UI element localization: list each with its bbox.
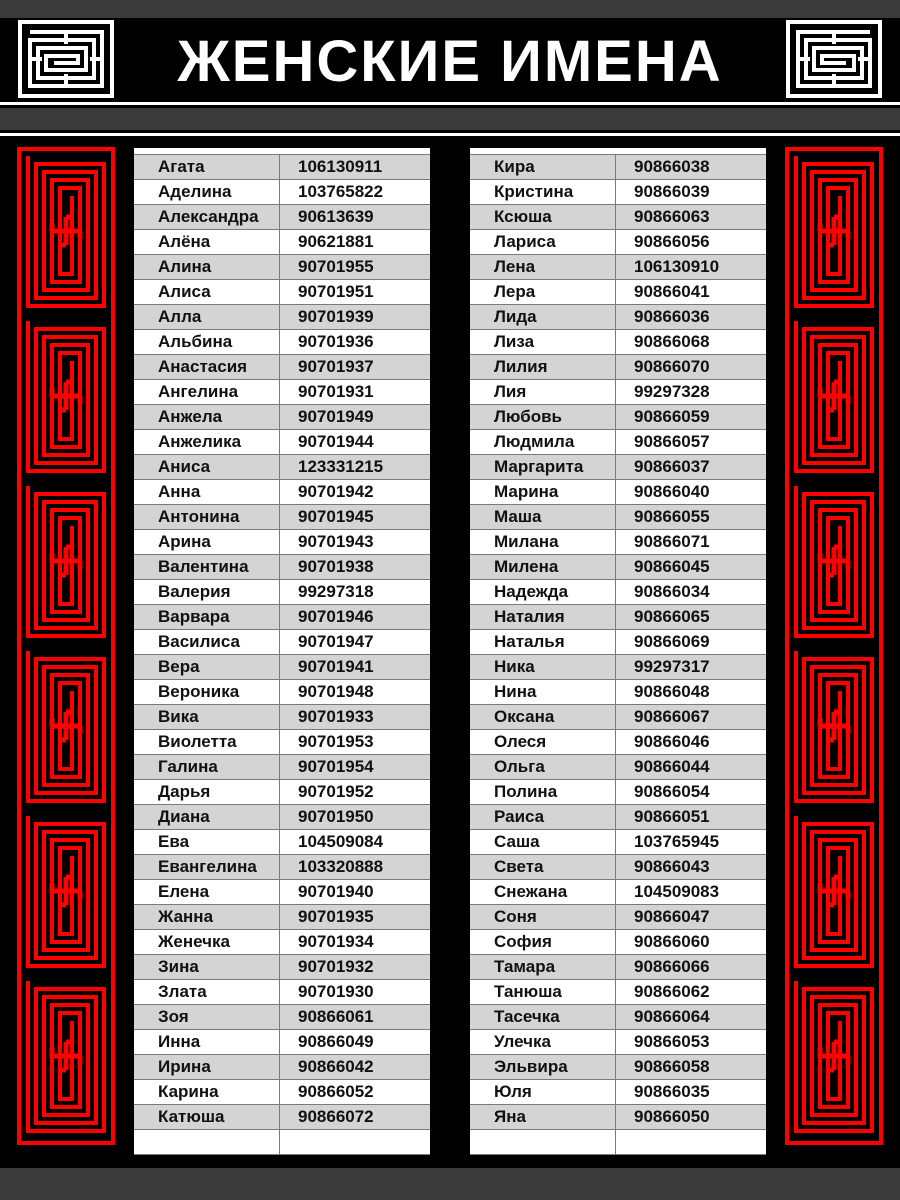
table-row	[470, 280, 766, 305]
name-cell: Елена	[134, 880, 280, 904]
name-cell: Виолетта	[134, 730, 280, 754]
name-cell: Улечка	[470, 1030, 616, 1054]
name-cell: Милана	[470, 530, 616, 554]
name-cell: Танюша	[470, 980, 616, 1004]
code-cell: 90866066	[634, 957, 710, 976]
code-cell: 90701939	[298, 307, 374, 326]
name-cell: Оксана	[470, 705, 616, 729]
bottom-band	[0, 1168, 900, 1200]
table-row	[470, 380, 766, 405]
name-cell: Олеся	[470, 730, 616, 754]
name-cell: Злата	[134, 980, 280, 1004]
code-cell: 99297328	[634, 382, 710, 401]
code-cell: 90866054	[634, 782, 710, 801]
table-row	[134, 705, 430, 730]
table-row	[134, 655, 430, 680]
code-cell: 106130910	[634, 257, 720, 276]
name-cell: Алиса	[134, 280, 280, 304]
name-cell: Анжела	[134, 405, 280, 429]
name-cell: Вероника	[134, 680, 280, 704]
table-row	[134, 730, 430, 755]
code-cell: 90866057	[634, 432, 710, 451]
code-cell: 90866044	[634, 757, 710, 776]
name-cell: Агата	[134, 155, 280, 179]
table-row	[134, 155, 430, 180]
table-row	[134, 805, 430, 830]
code-cell: 90866035	[634, 1082, 710, 1101]
code-cell: 90866055	[634, 507, 710, 526]
code-cell: 90866041	[634, 282, 710, 301]
table-row	[470, 680, 766, 705]
table-row	[134, 530, 430, 555]
code-cell: 90701953	[298, 732, 374, 751]
name-cell: Яна	[470, 1105, 616, 1129]
table-row	[470, 405, 766, 430]
table-row	[134, 555, 430, 580]
code-cell: 104509083	[634, 882, 720, 901]
table-row	[470, 980, 766, 1005]
table-row	[134, 1055, 430, 1080]
code-cell: 104509084	[298, 832, 384, 851]
code-cell: 90866059	[634, 407, 710, 426]
table-row	[134, 480, 430, 505]
code-cell: 90866063	[634, 207, 710, 226]
code-cell: 90866038	[634, 157, 710, 176]
header-band	[0, 108, 900, 130]
code-cell: 90866064	[634, 1007, 710, 1026]
code-cell: 90866053	[634, 1032, 710, 1051]
table-row	[134, 1005, 430, 1030]
table-row	[134, 680, 430, 705]
name-cell	[470, 1130, 616, 1154]
name-cell: Раиса	[470, 805, 616, 829]
greek-key-square-icon	[784, 18, 884, 100]
table-row	[470, 305, 766, 330]
code-cell: 90866051	[634, 807, 710, 826]
table-row	[470, 180, 766, 205]
name-cell: Женечка	[134, 930, 280, 954]
table-row	[134, 455, 430, 480]
code-cell: 90866043	[634, 857, 710, 876]
code-cell: 90866049	[298, 1032, 374, 1051]
name-cell: Инна	[134, 1030, 280, 1054]
table-row	[134, 855, 430, 880]
code-cell: 90701950	[298, 807, 374, 826]
code-cell: 90866058	[634, 1057, 710, 1076]
name-cell: Галина	[134, 755, 280, 779]
table-row	[470, 580, 766, 605]
table-row	[134, 880, 430, 905]
table-row	[134, 630, 430, 655]
table-row	[470, 805, 766, 830]
name-cell: Тамара	[470, 955, 616, 979]
name-cell: Лилия	[470, 355, 616, 379]
name-cell: Диана	[134, 805, 280, 829]
table-row	[470, 255, 766, 280]
code-cell: 90701937	[298, 357, 374, 376]
code-cell: 90701945	[298, 507, 374, 526]
name-cell: Людмила	[470, 430, 616, 454]
table-row	[470, 655, 766, 680]
name-cell: Марина	[470, 480, 616, 504]
code-cell: 90866040	[634, 482, 710, 501]
code-cell: 90701954	[298, 757, 374, 776]
name-cell: Валентина	[134, 555, 280, 579]
name-cell: Ангелина	[134, 380, 280, 404]
code-cell: 90701947	[298, 632, 374, 651]
code-cell: 90701934	[298, 932, 374, 951]
name-cell: Вика	[134, 705, 280, 729]
greek-key-border-icon	[16, 146, 116, 1146]
code-cell: 90866048	[634, 682, 710, 701]
code-cell: 90701933	[298, 707, 374, 726]
name-cell: Алина	[134, 255, 280, 279]
table-row	[470, 480, 766, 505]
code-cell: 90866034	[634, 582, 710, 601]
name-cell: Аделина	[134, 180, 280, 204]
name-cell: Варвара	[134, 605, 280, 629]
code-cell: 90866060	[634, 932, 710, 951]
code-cell: 99297317	[634, 657, 710, 676]
table-row	[470, 1055, 766, 1080]
name-cell: Арина	[134, 530, 280, 554]
name-cell: Кира	[470, 155, 616, 179]
code-cell: 90701942	[298, 482, 374, 501]
code-cell: 90866037	[634, 457, 710, 476]
table-row	[470, 930, 766, 955]
name-cell: Ксюша	[470, 205, 616, 229]
table-row	[470, 230, 766, 255]
code-cell: 90613639	[298, 207, 374, 226]
code-cell: 90701936	[298, 332, 374, 351]
name-cell: Анна	[134, 480, 280, 504]
name-cell: Лариса	[470, 230, 616, 254]
name-cell: Анжелика	[134, 430, 280, 454]
table-row	[134, 230, 430, 255]
table-row	[134, 1030, 430, 1055]
name-cell: Валерия	[134, 580, 280, 604]
name-cell: Соня	[470, 905, 616, 929]
name-cell: Наталья	[470, 630, 616, 654]
code-cell: 90701938	[298, 557, 374, 576]
table-row	[470, 155, 766, 180]
name-cell: Любовь	[470, 405, 616, 429]
table-row	[134, 355, 430, 380]
name-cell: Лена	[470, 255, 616, 279]
header-divider	[0, 102, 900, 105]
code-cell: 90701943	[298, 532, 374, 551]
name-cell: Тасечка	[470, 1005, 616, 1029]
greek-key-square-icon	[16, 18, 116, 100]
table-row	[470, 1105, 766, 1130]
table-row	[134, 380, 430, 405]
table-row	[470, 855, 766, 880]
code-cell: 123331215	[298, 457, 384, 476]
code-cell: 90701955	[298, 257, 374, 276]
code-cell: 90701941	[298, 657, 374, 676]
name-cell: Нина	[470, 680, 616, 704]
code-cell: 90866067	[634, 707, 710, 726]
table-row	[134, 830, 430, 855]
table-row	[470, 1005, 766, 1030]
table-row	[134, 905, 430, 930]
table-row	[470, 1130, 766, 1155]
code-cell: 90701952	[298, 782, 374, 801]
code-cell: 106130911	[298, 157, 383, 176]
name-cell: Лера	[470, 280, 616, 304]
code-cell: 90866068	[634, 332, 710, 351]
name-cell: Жанна	[134, 905, 280, 929]
code-cell: 90701949	[298, 407, 374, 426]
name-cell: Надежда	[470, 580, 616, 604]
table-row	[470, 730, 766, 755]
name-cell: Алёна	[134, 230, 280, 254]
name-cell: Зина	[134, 955, 280, 979]
name-cell: Евангелина	[134, 855, 280, 879]
code-cell: 90701948	[298, 682, 374, 701]
name-cell: Ева	[134, 830, 280, 854]
code-cell	[280, 1130, 430, 1154]
table-row	[134, 1105, 430, 1130]
table-row	[134, 430, 430, 455]
name-cell: Света	[470, 855, 616, 879]
name-cell: Ирина	[134, 1055, 280, 1079]
code-cell: 103765822	[298, 182, 384, 201]
names-table-right	[470, 148, 766, 1155]
table-row	[470, 955, 766, 980]
table-row	[134, 280, 430, 305]
code-cell: 90866052	[298, 1082, 374, 1101]
code-cell: 90866050	[634, 1107, 710, 1126]
name-cell: Ника	[470, 655, 616, 679]
table-row	[470, 880, 766, 905]
name-cell: Вера	[134, 655, 280, 679]
name-cell: Лия	[470, 380, 616, 404]
code-cell: 90701931	[298, 382, 374, 401]
table-row	[470, 705, 766, 730]
table-top-strip	[470, 148, 766, 155]
name-cell: Эльвира	[470, 1055, 616, 1079]
code-cell: 90701946	[298, 607, 374, 626]
name-cell: Дарья	[134, 780, 280, 804]
table-row	[470, 630, 766, 655]
code-cell: 90701940	[298, 882, 374, 901]
table-row	[470, 830, 766, 855]
name-cell	[134, 1130, 280, 1154]
table-row	[134, 930, 430, 955]
code-cell: 90701932	[298, 957, 374, 976]
code-cell	[616, 1130, 766, 1154]
code-cell: 90866045	[634, 557, 710, 576]
name-cell: Карина	[134, 1080, 280, 1104]
table-row	[134, 255, 430, 280]
name-cell: Лида	[470, 305, 616, 329]
table-row	[470, 355, 766, 380]
name-cell: Юля	[470, 1080, 616, 1104]
name-cell: Антонина	[134, 505, 280, 529]
code-cell: 103320888	[298, 857, 384, 876]
name-cell: Анастасия	[134, 355, 280, 379]
table-top-strip	[134, 148, 430, 155]
code-cell: 90866070	[634, 357, 710, 376]
greek-key-border-icon	[784, 146, 884, 1146]
table-row	[134, 780, 430, 805]
name-cell: Милена	[470, 555, 616, 579]
name-cell: София	[470, 930, 616, 954]
name-cell: Александра	[134, 205, 280, 229]
table-row	[470, 205, 766, 230]
table-row	[470, 455, 766, 480]
code-cell: 90866047	[634, 907, 710, 926]
table-row	[470, 755, 766, 780]
top-band	[0, 0, 900, 18]
table-row	[470, 505, 766, 530]
table-row	[470, 330, 766, 355]
name-cell: Маргарита	[470, 455, 616, 479]
band-divider	[0, 133, 900, 136]
table-row	[470, 605, 766, 630]
page-title: ЖЕНСКИЕ ИМЕНА	[177, 29, 723, 94]
table-row	[134, 755, 430, 780]
name-cell: Алла	[134, 305, 280, 329]
table-row	[134, 1080, 430, 1105]
table-row	[470, 555, 766, 580]
code-cell: 90701935	[298, 907, 374, 926]
code-cell: 90866056	[634, 232, 710, 251]
name-cell: Ольга	[470, 755, 616, 779]
table-row	[134, 980, 430, 1005]
name-cell: Альбина	[134, 330, 280, 354]
name-cell: Маша	[470, 505, 616, 529]
table-row	[134, 405, 430, 430]
code-cell: 90866042	[298, 1057, 374, 1076]
name-cell: Снежана	[470, 880, 616, 904]
code-cell: 90866061	[298, 1007, 374, 1026]
name-cell: Кристина	[470, 180, 616, 204]
code-cell: 90866062	[634, 982, 710, 1001]
name-cell: Полина	[470, 780, 616, 804]
name-cell: Лиза	[470, 330, 616, 354]
table-row	[470, 430, 766, 455]
table-row	[134, 330, 430, 355]
code-cell: 90866069	[634, 632, 710, 651]
code-cell: 90701930	[298, 982, 374, 1001]
code-cell: 90866046	[634, 732, 710, 751]
name-cell: Василиса	[134, 630, 280, 654]
name-cell: Зоя	[134, 1005, 280, 1029]
code-cell: 90701944	[298, 432, 374, 451]
table-row	[134, 505, 430, 530]
code-cell: 90866072	[298, 1107, 374, 1126]
code-cell: 90866039	[634, 182, 710, 201]
table-row	[134, 580, 430, 605]
name-cell: Наталия	[470, 605, 616, 629]
table-row	[134, 1130, 430, 1155]
code-cell: 103765945	[634, 832, 720, 851]
table-row	[134, 205, 430, 230]
code-cell: 90866036	[634, 307, 710, 326]
code-cell: 90701951	[298, 282, 374, 301]
table-row	[134, 955, 430, 980]
name-cell: Саша	[470, 830, 616, 854]
table-row	[470, 530, 766, 555]
table-row	[470, 1080, 766, 1105]
code-cell: 90621881	[298, 232, 374, 251]
table-row	[470, 905, 766, 930]
code-cell: 90866065	[634, 607, 710, 626]
name-cell: Катюша	[134, 1105, 280, 1129]
table-row	[134, 180, 430, 205]
table-row	[134, 305, 430, 330]
code-cell: 99297318	[298, 582, 374, 601]
name-cell: Аниса	[134, 455, 280, 479]
table-row	[470, 780, 766, 805]
table-row	[134, 605, 430, 630]
table-row	[470, 1030, 766, 1055]
names-table-left	[134, 148, 430, 1155]
code-cell: 90866071	[634, 532, 710, 551]
